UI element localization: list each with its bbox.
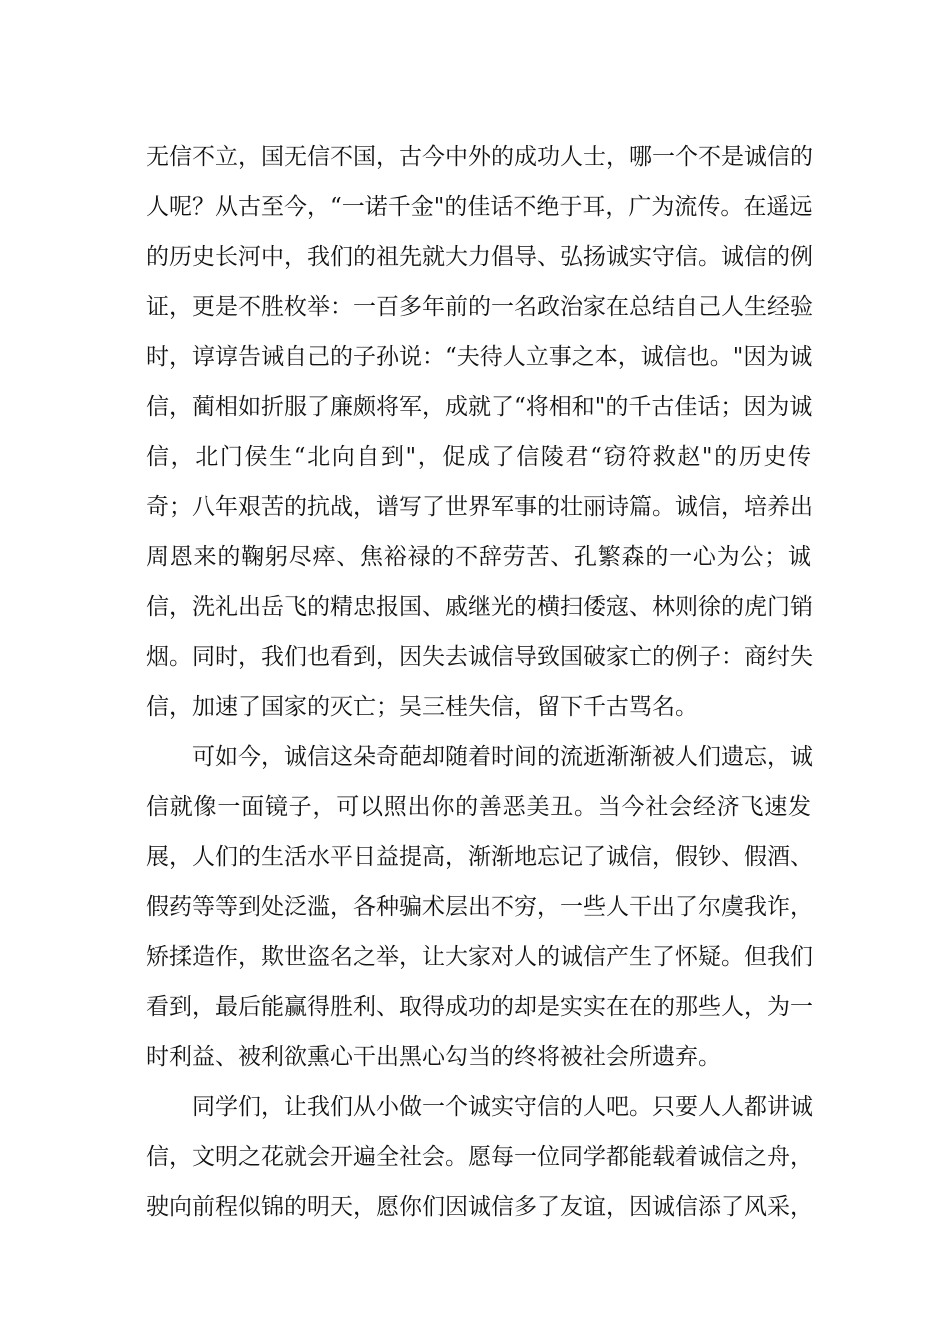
paragraph-start-line: 可如今，诚信这朵奇葩却随着时间的流逝渐渐被人们遗忘，诚 (192, 744, 813, 770)
text-line: 看到，最后能赢得胜利、取得成功的却是实实在在的那些人，为一 (146, 994, 813, 1020)
text-line: 烟。同时，我们也看到，因失去诚信导致国破家亡的例子：商纣失 (146, 644, 813, 670)
text-line: 的历史长河中，我们的祖先就大力倡导、弘扬诚实守信。诚信的例 (146, 244, 813, 270)
text-line: 信，洗礼出岳飞的精忠报国、戚继光的横扫倭寇、林则徐的虎门销 (146, 594, 813, 620)
text-line: 驶向前程似锦的明天，愿你们因诚信多了友谊，因诚信添了风采， (146, 1194, 813, 1220)
text-line: 时，谆谆告诫自己的子孙说：“夫待人立事之本，诚信也。"因为诚 (146, 344, 813, 370)
text-line: 信，蔺相如折服了廉颇将军，成就了“将相和"的千古佳话；因为诚 (146, 394, 813, 420)
paragraph-end-line: 时利益、被利欲熏心干出黑心勾当的终将被社会所遗弃。 (146, 1044, 721, 1070)
text-line: 矫揉造作，欺世盗名之举，让大家对人的诚信产生了怀疑。但我们 (146, 944, 813, 970)
text-line: 人呢？从古至今，“一诺千金"的佳话不绝于耳，广为流传。在遥远 (146, 194, 813, 220)
text-line: 信就像一面镜子，可以照出你的善恶美丑。当今社会经济飞速发 (146, 794, 811, 820)
paragraph-start-line: 同学们，让我们从小做一个诚实守信的人吧。只要人人都讲诚 (192, 1094, 813, 1120)
text-line: 证，更是不胜枚举：一百多年前的一名政治家在总结自己人生经验 (146, 294, 813, 320)
text-line: 假药等等到处泛滥，各种骗术层出不穷，一些人干出了尔虞我诈， (146, 894, 813, 920)
text-line: 无信不立，国无信不国，古今中外的成功人士，哪一个不是诚信的 (146, 144, 813, 170)
body-text (146, 132, 811, 1232)
text-line: 信，北门侯生“北向自到"，促成了信陵君“窃符救赵"的历史传 (146, 444, 811, 470)
text-line: 展，人们的生活水平日益提高，渐渐地忘记了诚信，假钞、假酒、 (146, 844, 813, 870)
text-line: 信，文明之花就会开遍全社会。愿每一位同学都能载着诚信之舟， (146, 1144, 813, 1170)
paragraph-end-line: 信，加速了国家的灭亡；吴三桂失信，留下千古骂名。 (146, 694, 698, 720)
text-line: 奇；八年艰苦的抗战，谱写了世界军事的壮丽诗篇。诚信，培养出 (146, 494, 813, 520)
text-line: 周恩来的鞠躬尽瘁、焦裕禄的不辞劳苦、孔繁森的一心为公；诚 (146, 544, 811, 570)
